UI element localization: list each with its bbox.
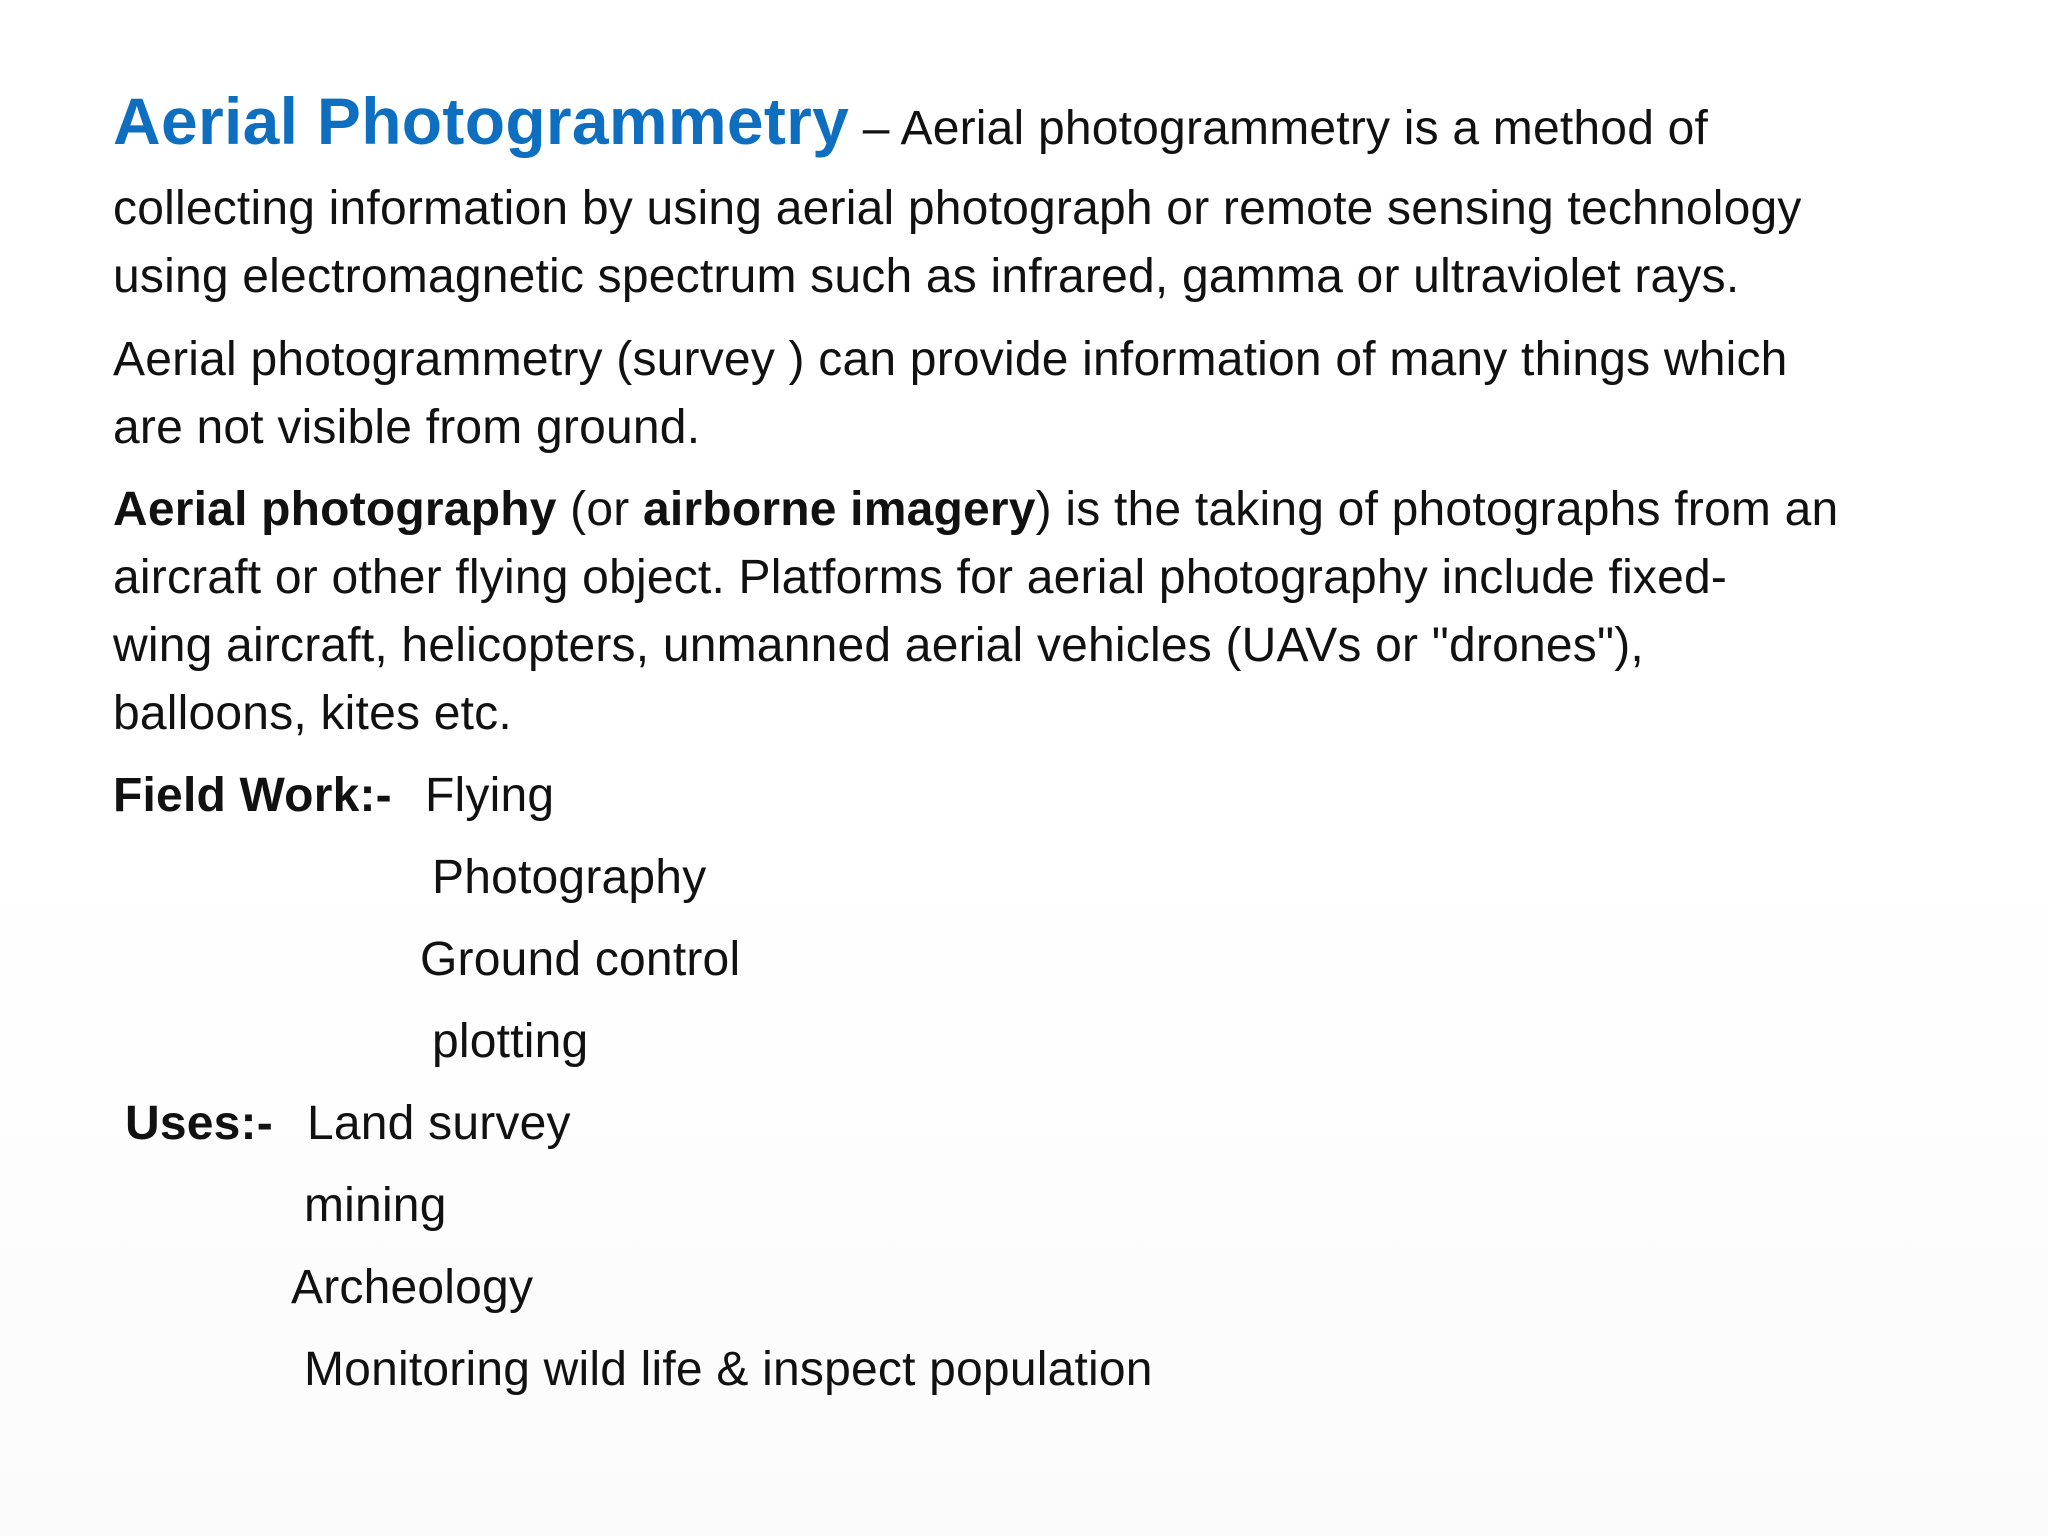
uses-item: Land survey xyxy=(307,1097,571,1150)
term-aerial-photography: Aerial photography xyxy=(113,483,557,536)
title-line xyxy=(113,84,1709,158)
photography-line-4: balloons, kites etc. xyxy=(113,687,512,740)
survey-line-1: Aerial photogrammetry (survey ) can provide information of many things which xyxy=(113,333,1788,386)
photography-connector-1: (or xyxy=(556,483,643,536)
survey-line-2: are not visible from ground. xyxy=(113,401,701,454)
uses-item: mining xyxy=(304,1179,447,1232)
slide-title: Aerial Photogrammetry xyxy=(113,84,850,158)
uses-label: Uses:- xyxy=(125,1097,273,1150)
uses-item: Archeology xyxy=(291,1261,534,1314)
uses-item: Monitoring wild life & inspect population xyxy=(304,1343,1153,1396)
definition-line-1: collecting information by using aerial photograph or remote sensing technology xyxy=(113,182,1802,235)
field-work-label: Field Work:- xyxy=(113,769,392,822)
field-work-item: Ground control xyxy=(420,933,741,986)
field-work-item: Photography xyxy=(432,851,707,904)
definition-line-2: using electromagnetic spectrum such as infrared, gamma or ultraviolet rays. xyxy=(113,250,1740,303)
photography-line-2: aircraft or other flying object. Platforms for aerial photography include fixed- xyxy=(113,551,1728,604)
field-work-item: Flying xyxy=(425,769,555,822)
field-work-item: plotting xyxy=(432,1015,589,1068)
photography-connector-2: ) is the taking of photographs from an xyxy=(1035,483,1839,536)
title-continuation: – Aerial photogrammetry is a method of xyxy=(849,102,1709,155)
photography-line-3: wing aircraft, helicopters, unmanned aerial vehicles (UAVs or "drones"), xyxy=(113,619,1644,672)
term-airborne-imagery: airborne imagery xyxy=(642,483,1036,536)
photography-line-1 xyxy=(113,483,1839,536)
